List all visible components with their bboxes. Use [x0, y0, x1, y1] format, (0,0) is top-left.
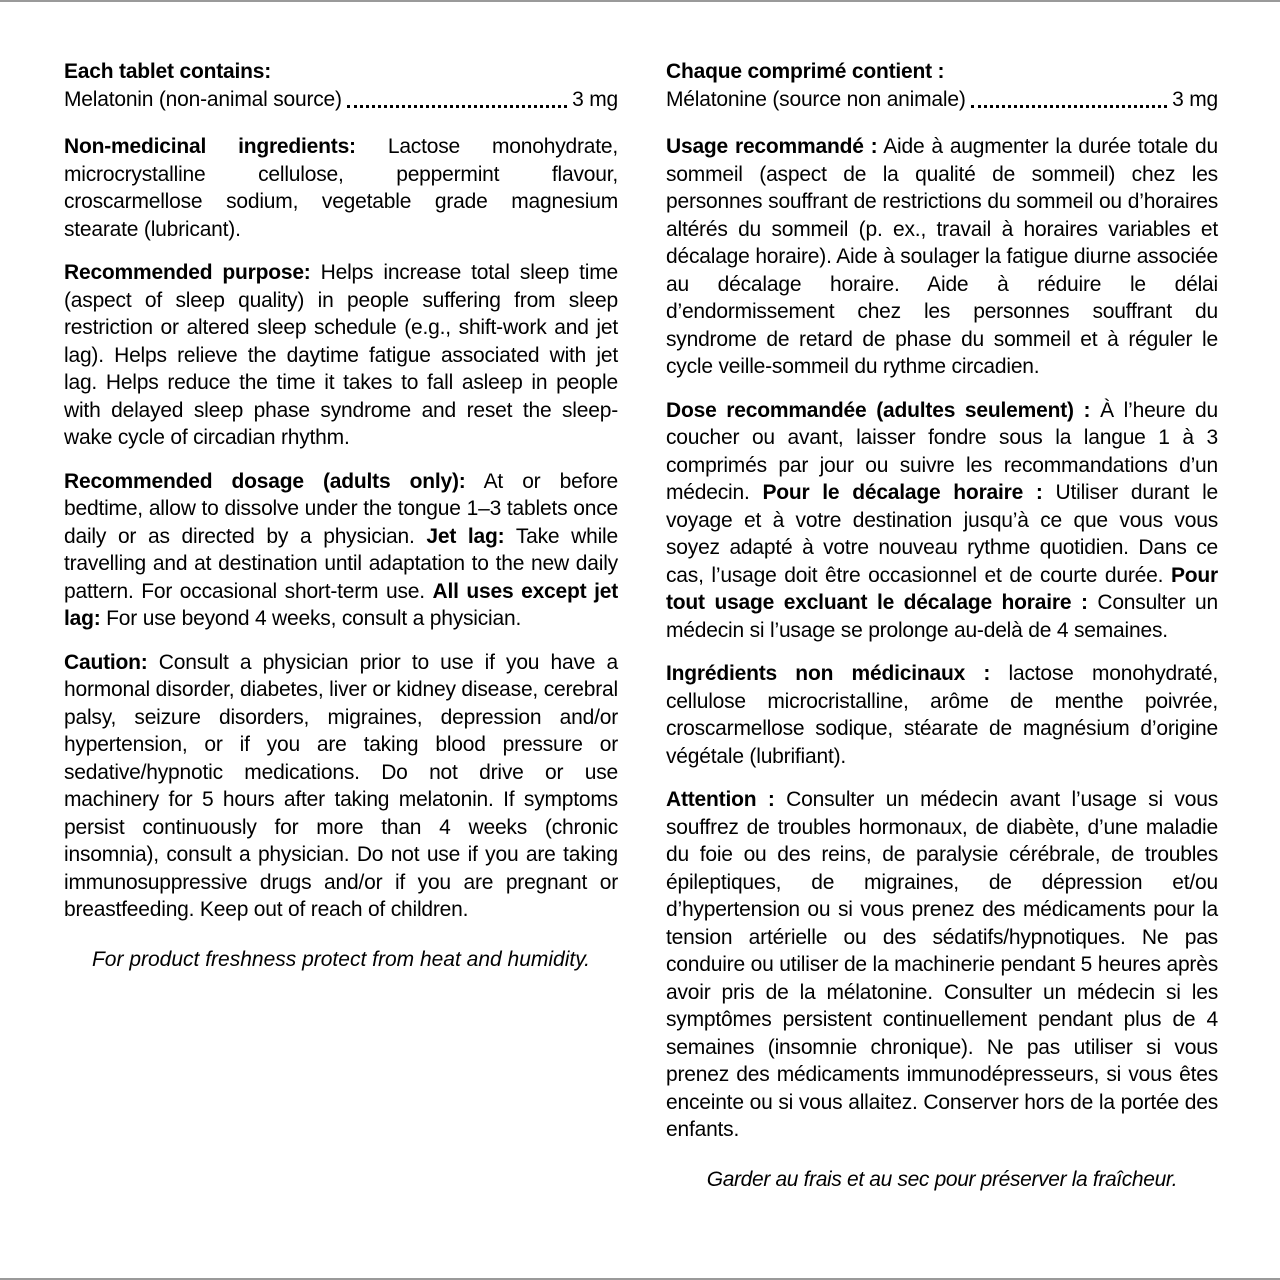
- pour-tout-usage-excluant-label: Pour tout usage excluant le décalage horaire :: [666, 563, 1218, 614]
- dose-recommandee-label: Dose recommandée (adultes seulement) :: [666, 398, 1091, 422]
- dose-recommandee-text-3: Consulter un médecin si l’usage se prolonge au-delà de 4 semaines.: [666, 591, 1218, 642]
- recommended-dosage-label: Recommended dosage (adults only):: [64, 469, 466, 493]
- jet-lag-label: Jet lag:: [426, 524, 505, 548]
- non-medicinal-text: Lactose monohydrate, microcrystalline cellulose, peppermint flavour, croscarmellose sodium, vegetable grade magnesium stearate (lubricant).: [64, 135, 618, 241]
- each-tablet-contains-heading: Each tablet contains:: [64, 60, 272, 83]
- melatonine-ingredient-row: [666, 86, 1218, 114]
- attention-label: Attention :: [666, 788, 775, 811]
- freshness-note-en: For product freshness protect from heat and humidity.: [91, 947, 590, 971]
- freshness-note-fr: Garder au frais et au sec pour préserver la fraîcheur.: [706, 1167, 1178, 1191]
- non-medicinal-ingredients-paragraph: [64, 133, 618, 243]
- all-uses-except-jet-lag-label: All uses except jet lag:: [64, 579, 618, 630]
- chaque-comprime-contient-heading: Chaque comprimé contient :: [666, 60, 945, 83]
- ingredient-name-fr: Mélatonine (source non animale): [666, 87, 966, 111]
- dot-leader: [347, 105, 567, 108]
- caution-paragraph: [64, 649, 618, 924]
- ingredients-non-medicinaux-paragraph: [666, 660, 1218, 770]
- melatonin-ingredient-row: [64, 86, 618, 114]
- attention-text: Consulter un médecin avant l’usage si vous souffrez de troubles hormonaux, de diabète, d’une maladie du foie ou des reins, de paralysie cérébrale, de troubles épileptiques, de migraines, de dépression et/ou d’hypertension ou si vous prenez des médicaments pour la tension artérielle ou des sédatifs/hypnotiques. Ne pas conduire ou utiliser de la machinerie pendant 5 heures après avoir pris de la mélatonine. Consulter un médecin si les symptômes persistent continuellement pendant plus de 4 semaines (insomnie chronique). Ne pas utiliser si vous prenez des médicaments immunodépresseurs, si vous êtes enceinte ou si vous allaitez. Conserver hors de la portée des enfants.: [666, 788, 1218, 1141]
- dot-leader-fr: [971, 105, 1167, 108]
- english-column: [64, 58, 618, 973]
- non-medicinal-label: Non-medicinal ingredients:: [64, 135, 356, 158]
- dose-recommandee-text-2: Utiliser durant le voyage et à votre destination jusqu’à ce que vous vous soyez adapté à votre nouveau rythme quotidien. Dans ce cas, l’usage doit être occasionnel et de courte durée.: [666, 481, 1219, 587]
- usage-recommande-text: Aide à augmenter la durée totale du sommeil (aspect de la qualité de sommeil) chez les personnes souffrant de restrictions du sommeil ou d’horaires altérés du sommeil (p. ex., travail à horaires variables et décalage horaire). Aide à soulager la fatigue diurne associée au décalage horaire. Aide à réduire le délai d’endormissement chez les personnes souffrant du syndrome de retard de phase du sommeil et à réguler le cycle veille-sommeil du rythme circadien.: [666, 135, 1218, 378]
- ingredient-amount-fr: 3 mg: [1172, 87, 1218, 111]
- attention-paragraph: [666, 786, 1218, 1144]
- recommended-dosage-text-2: Take while travelling and at destination until adaptation to the new daily pattern. For occasional short-term use.: [64, 524, 619, 603]
- recommended-purpose-text: Helps increase total sleep time (aspect of sleep quality) in people suffering from sleep restriction or altered sleep schedule (e.g., shift-work and jet lag). Helps relieve the daytime fatigue associated with jet lag. Helps reduce the time it takes to fall asleep in people with delayed sleep phase syndrome and reset the sleep-wake cycle of circadian rhythm.: [64, 261, 618, 449]
- caution-label: Caution:: [64, 650, 148, 674]
- ingredient-name: Melatonin (non-animal source): [64, 87, 342, 111]
- ingredients-non-medicinaux-label: Ingrédients non médicinaux :: [666, 662, 991, 685]
- recommended-dosage-text-3: For use beyond 4 weeks, consult a physician.: [100, 607, 522, 630]
- recommended-purpose-paragraph: [64, 259, 618, 452]
- usage-recommande-label: Usage recommandé :: [666, 135, 878, 158]
- ingredients-non-medicinaux-text: lactose monohydraté, cellulose microcristalline, arôme de menthe poivrée, croscarmellose sodique, stéarate de magnésium d’origine végétale (lubrifiant).: [666, 662, 1218, 768]
- french-column: [666, 58, 1218, 1193]
- ingredient-amount: 3 mg: [572, 87, 618, 111]
- dose-recommandee-text-1: À l’heure du coucher ou avant, laisser fondre sous la langue 1 à 3 comprimés par jour ou suivre les recommandations d’un médecin.: [666, 398, 1219, 504]
- pour-le-decalage-horaire-label: Pour le décalage horaire :: [762, 481, 1043, 504]
- recommended-dosage-text-1: At or before bedtime, allow to dissolve under the tongue 1–3 tablets once daily or as directed by a physician.: [64, 469, 618, 548]
- dose-recommandee-paragraph: [666, 397, 1218, 645]
- recommended-dosage-paragraph: [64, 468, 618, 633]
- top-edge-line: [0, 0, 1280, 2]
- caution-text: Consult a physician prior to use if you have a hormonal disorder, diabetes, liver or kidney disease, cerebral palsy, seizure disorders, migraines, depression and/or hypertension, or if you are taking blood pressure or sedative/hypnotic medications. Do not drive or use machinery for 5 hours after taking melatonin. If symptoms persist continuously for more than 4 weeks (chronic insomnia), consult a physician. Do not use if you are taking immunosuppressive drugs and/or if you are pregnant or breastfeeding. Keep out of reach of children.: [64, 650, 618, 921]
- usage-recommande-paragraph: [666, 133, 1218, 381]
- recommended-purpose-label: Recommended purpose:: [64, 261, 311, 284]
